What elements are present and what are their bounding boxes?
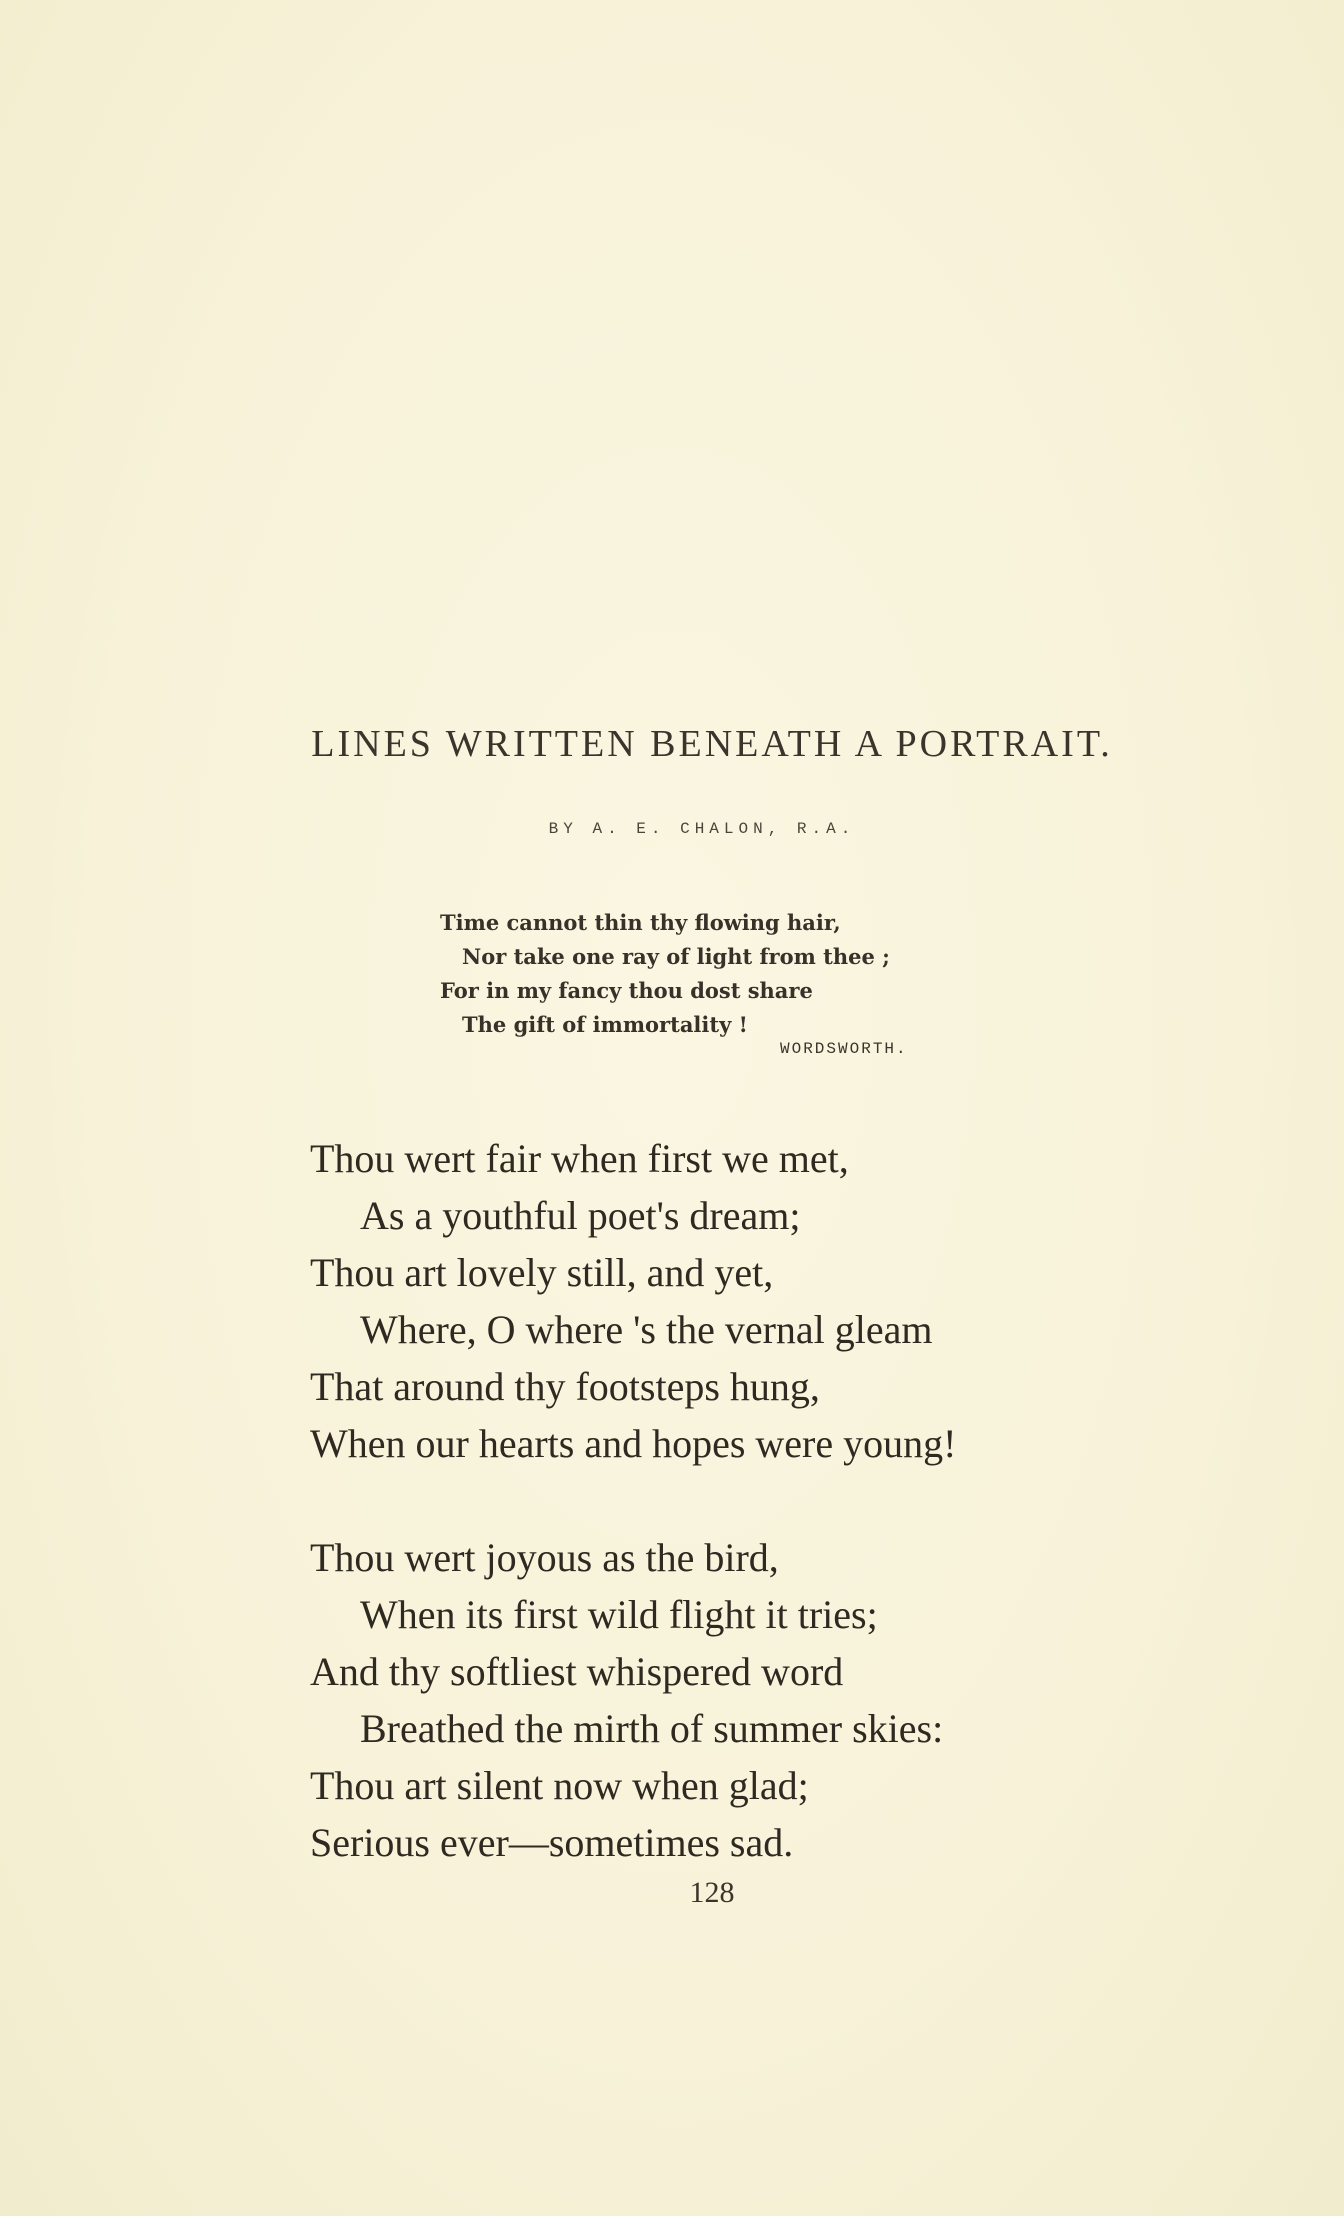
poem-line: As a youthful poet's dream; — [360, 1193, 801, 1238]
poem-line: That around thy footsteps hung, — [310, 1364, 820, 1409]
poem-line: Where, O where 's the vernal gleam — [360, 1307, 933, 1352]
poem-line: Thou art silent now when glad; — [310, 1763, 809, 1808]
epigraph-attribution: WORDSWORTH. — [780, 1040, 908, 1058]
epigraph — [440, 906, 890, 1042]
poem-title: LINES WRITTEN BENEATH A PORTRAIT. — [311, 723, 1113, 765]
poem-line: Thou wert fair when first we met, — [310, 1136, 849, 1181]
epigraph-line: Nor take one ray of light from thee ; — [462, 944, 890, 969]
page-number: 128 — [689, 1876, 735, 1909]
poem-line: Thou art lovely still, and yet, — [310, 1250, 774, 1295]
poem-line: Serious ever—sometimes sad. — [310, 1820, 794, 1865]
poem-body — [310, 1130, 956, 1928]
poem-line: And thy softliest whispered word — [310, 1649, 844, 1694]
poem-line: When its first wild flight it tries; — [360, 1592, 878, 1637]
stanza-2 — [310, 1529, 956, 1871]
poem-line: Breathed the mirth of summer skies: — [360, 1706, 944, 1751]
poem-line: When our hearts and hopes were young! — [310, 1421, 957, 1466]
stanza-1 — [310, 1130, 956, 1472]
epigraph-line: Time cannot thin thy flowing hair, — [440, 910, 841, 935]
poem-line: Thou wert joyous as the bird, — [310, 1535, 779, 1580]
epigraph-line: For in my fancy thou dost share — [440, 978, 813, 1003]
byline: BY A. E. CHALON, R.A. — [548, 820, 856, 838]
epigraph-line: The gift of immortality ! — [462, 1012, 748, 1037]
